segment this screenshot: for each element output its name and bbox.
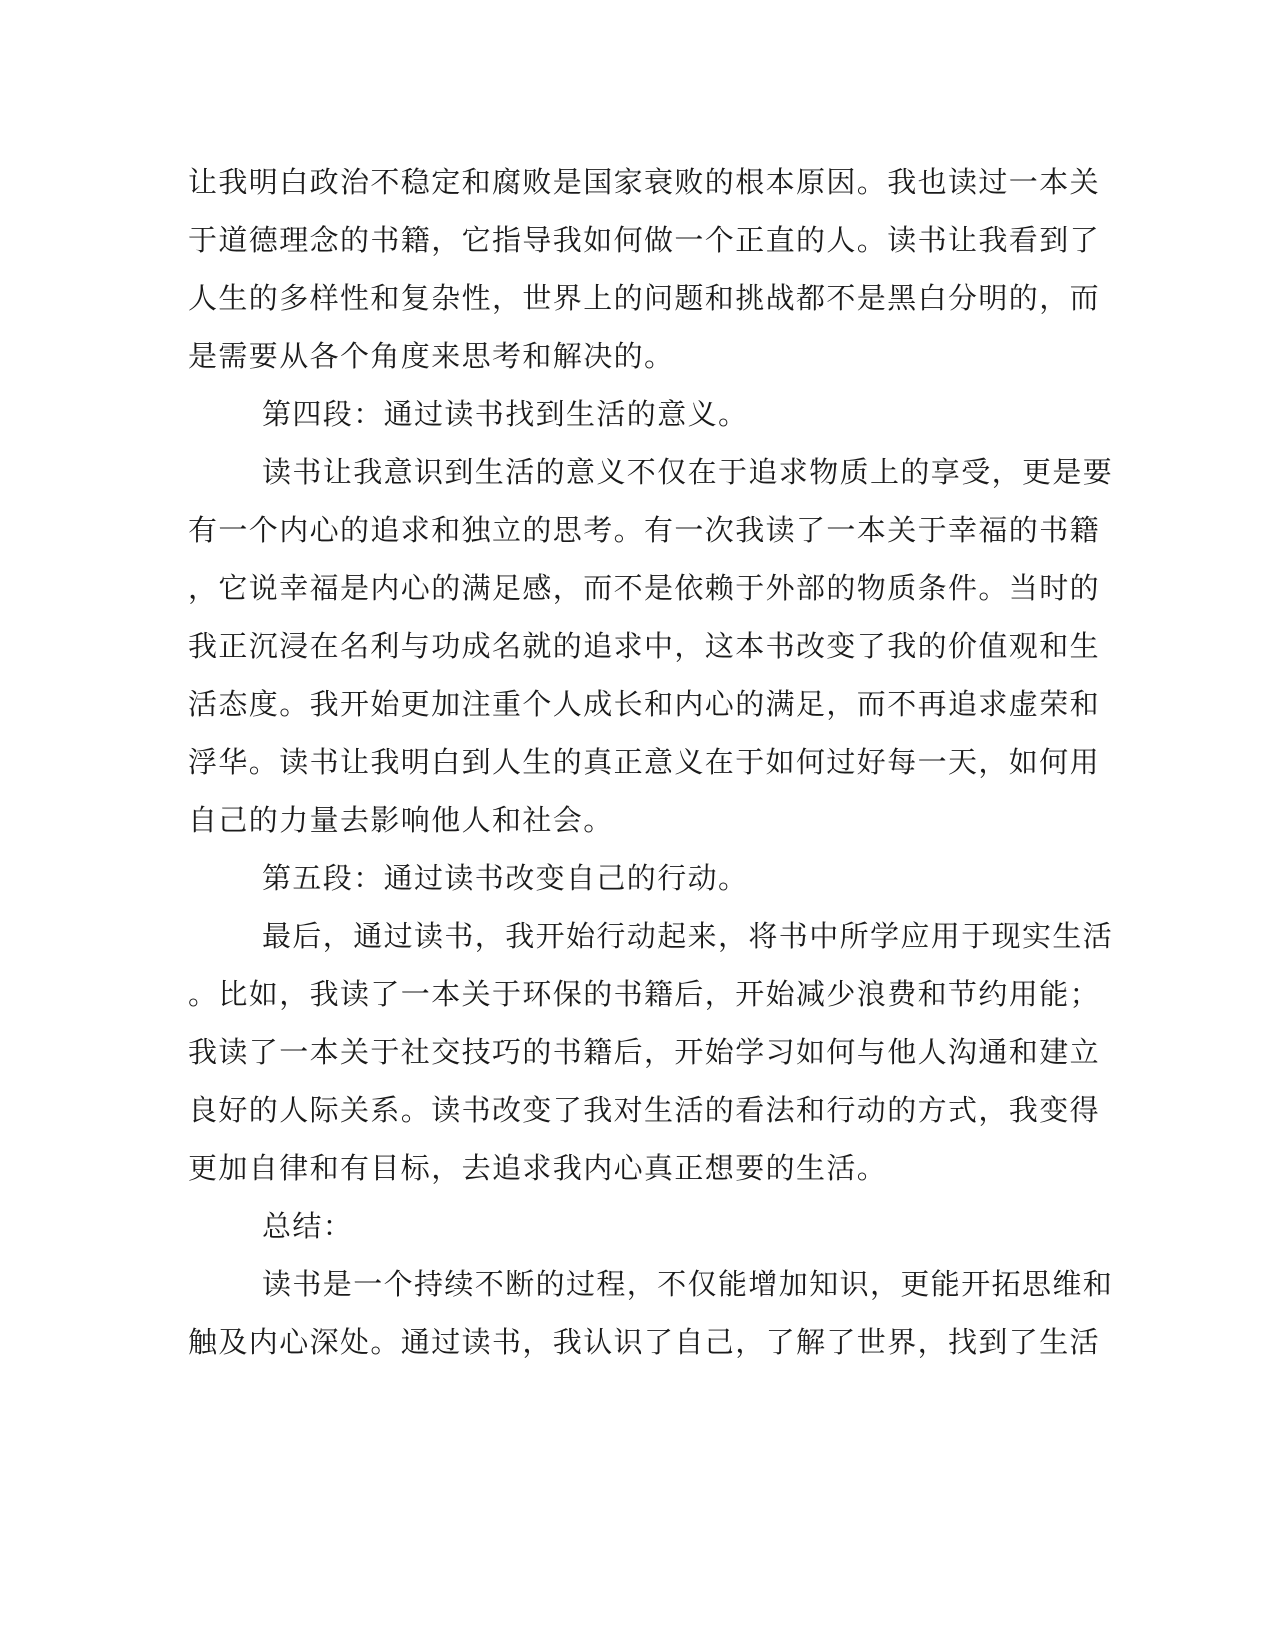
text-line: 让我明白政治不稳定和腐败是国家衰败的根本原因。我也读过一本关 [188,165,1101,199]
text-line: 浮华。读书让我明白到人生的真正意义在于如何过好每一天，如何用 [188,745,1101,779]
text-line: 读书让我意识到生活的意义不仅在于追求物质上的享受，更是要 [262,455,1114,489]
text-line: 良好的人际关系。读书改变了我对生活的看法和行动的方式，我变得 [188,1093,1101,1127]
text-line: 于道德理念的书籍，它指导我如何做一个正直的人。读书让我看到了 [188,223,1101,257]
text-line: 是需要从各个角度来思考和解决的。 [188,339,675,373]
text-line: 读书是一个持续不断的过程，不仅能增加知识，更能开拓思维和 [262,1267,1114,1301]
text-line: 我读了一本关于社交技巧的书籍后，开始学习如何与他人沟通和建立 [188,1035,1101,1069]
text-line: 有一个内心的追求和独立的思考。有一次我读了一本关于幸福的书籍 [188,513,1101,547]
section-heading: 第五段：通过读书改变自己的行动。 [262,861,749,895]
text-line: 活态度。我开始更加注重个人成长和内心的满足，而不再追求虚荣和 [188,687,1101,721]
section-heading: 总结： [262,1209,354,1243]
text-line: 人生的多样性和复杂性，世界上的问题和挑战都不是黑白分明的，而 [188,281,1101,315]
text-line: 我正沉浸在名利与功成名就的追求中，这本书改变了我的价值观和生 [188,629,1101,663]
text-line: 触及内心深处。通过读书，我认识了自己，了解了世界，找到了生活 [188,1325,1101,1359]
text-line: ，它说幸福是内心的满足感，而不是依赖于外部的物质条件。当时的 [188,571,1101,605]
section-heading: 第四段：通过读书找到生活的意义。 [262,397,749,431]
text-line: 。比如，我读了一本关于环保的书籍后，开始减少浪费和节约用能； [188,977,1101,1011]
text-line: 自己的力量去影响他人和社会。 [188,803,614,837]
text-line: 更加自律和有目标，去追求我内心真正想要的生活。 [188,1151,888,1185]
text-line: 最后，通过读书，我开始行动起来，将书中所学应用于现实生活 [262,919,1114,953]
